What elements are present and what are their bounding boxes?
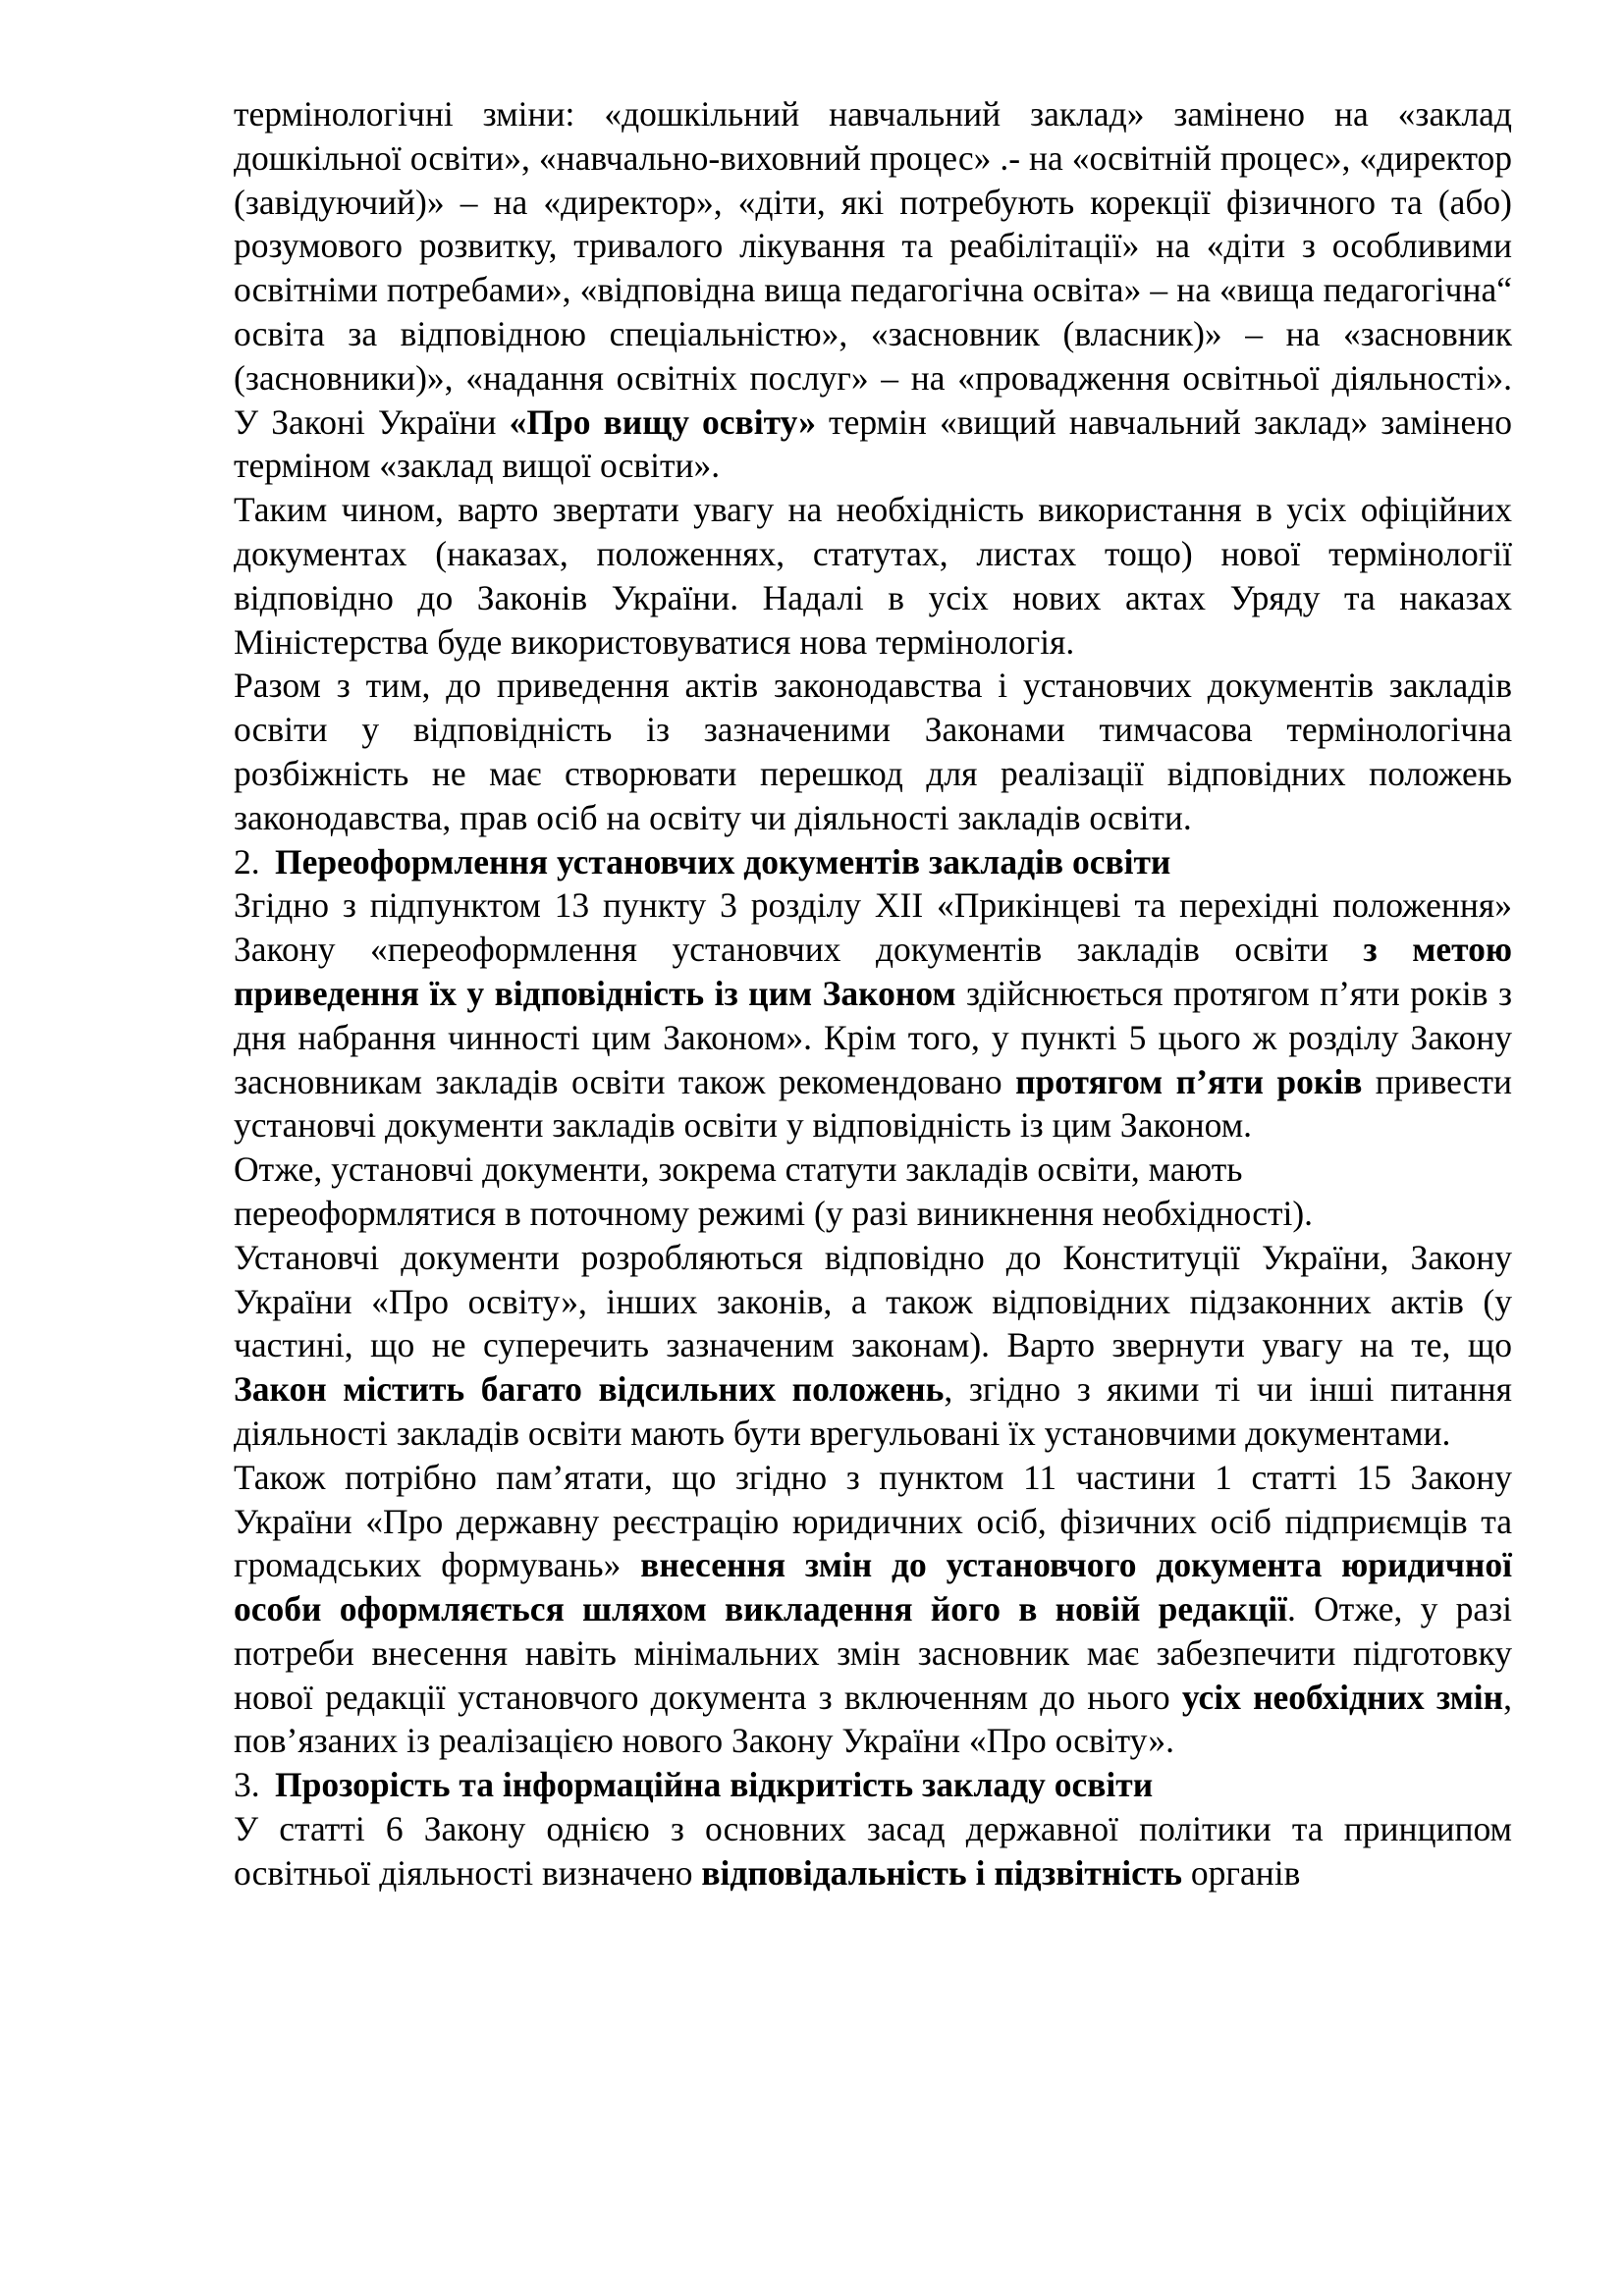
section-heading-2 [234,840,1512,884]
paragraph-founding-documents [234,1236,1512,1456]
paragraph-text: термін «вищий навчальний заклад» замінено терміном «заклад вищої освіти». [234,401,1512,486]
paragraph-state-registration [234,1456,1512,1764]
emphasis-text: з метою приведення їх у відповідність із цим Законом [234,930,1512,1013]
paragraph-text: здійснюється протягом п’яти років з дня набрання чинності цим Законом». Крім того, у пункті 5 цього ж розділу Закону засновникам закладів освіти також рекомендовано [234,973,1512,1101]
law-title-higher-education: «Про вищу освіту» [509,401,816,442]
emphasis-text: відповідальність і підзвітність [701,1852,1183,1893]
paragraph-text: органів [1182,1852,1301,1893]
paragraph-text: , згідно з якими ті чи інші питання діяльності закладів освіти мають бути врегульовані їх установчими документами. [234,1369,1512,1453]
paragraph-terminology-changes [234,92,1512,488]
paragraph-text: , пов’язаних із реалізацією нового Закону України «Про освіту». [234,1677,1512,1761]
paragraph-new-terminology: Таким чином, варто звертати увагу на необхідність використання в усіх офіційних документах (наказах, положеннях, статутах, листах тощо) нової термінології відповідно до Законів України. Надалі в усіх нових актах Уряду та наказах Міністерства буде використовуватися нова термінологія. [234,490,1512,662]
emphasis-text: протягом п’яти років [1015,1061,1363,1101]
section-heading-3 [234,1763,1512,1807]
section-title: Прозорість та інформаційна відкритість закладу освіти [275,1765,1154,1805]
emphasis-text: Закон містить багато відсильних положень [234,1369,945,1410]
paragraph-text: термінологічні зміни: «дошкільний навчальний заклад» замінено на «заклад дошкільної освіти», «навчально-виховний процес» .- на «освітній процес», «директор (завідуючий)» – на «директор», «діти, які потребують корекції фізичного та (або) розумового розвитку, тривалого лікування та реабілітації» на «діти з особливими освітніми потребами», «відповідна вища педагогічна освіта» – на «вища педагогічна“ освіта за відповідною спеціальністю», «засновник (власник)» – на «засновник (засновники)», «надання освітніх послуг» – на «провадження освітньої діяльності». У Законі України [234,94,1512,442]
paragraph-text: Згідно з підпунктом 13 пункту 3 розділу XII «Прикінцеві та перехідні положення» Закону «переоформлення установчих документів закладів освіти [234,885,1512,970]
paragraph-line: переоформлятися в поточному режимі (у разі виникнення необхідності). [234,1193,1314,1233]
document-page [234,92,1512,1896]
paragraph-accountability [234,1807,1512,1896]
section-title: Переоформлення установчих документів закладів освіти [275,841,1171,881]
paragraph-text: . Отже, у разі потреби внесення навіть мінімальних змін засновник має забезпечити підготовку нової редакції установчого документа з включенням до нього [234,1589,1512,1717]
section-number: 2. [234,841,260,881]
paragraph-text: У статті 6 Закону однією з основних засад державної політики та принципом освітньої діяльності визначено [234,1809,1512,1893]
paragraph-terminology-discrepancy: Разом з тим, до приведення актів законодавства і установчих документів закладів освіти у відповідність із зазначеними Законами тимчасова термінологічна розбіжність не має створювати перешкод для реалізації відповідних положень законодавства, прав осіб на освіту чи діяльності закладів освіти. [234,666,1512,837]
paragraph-line: Отже, установчі документи, зокрема статути закладів освіти, мають [234,1149,1243,1190]
emphasis-text: внесення змін до установчого документа юридичної особи оформляється шляхом викладення його в новій редакції [234,1545,1512,1629]
paragraph-statutes-current-mode [234,1148,1512,1236]
paragraph-text: Установчі документи розробляються відповідно до Конституції України, Закону України «Про освіту», інших законів, а також відповідних підзаконних актів (у частині, що не суперечить зазначеним законам). Варто звернути увагу на те, що [234,1237,1512,1365]
section-number: 3. [234,1765,260,1805]
paragraph-text: Також потрібно пам’ятати, що згідно з пунктом 11 частини 1 статті 15 Закону України «Про державну реєстрацію юридичних осіб, фізичних осіб підприємців та громадських формувань» [234,1457,1512,1585]
paragraph-reissue-deadline [234,883,1512,1148]
emphasis-text: усіх необхідних змін [1181,1677,1504,1717]
paragraph-text: привести установчі документи закладів освіти у відповідність із цим Законом. [234,1061,1512,1146]
